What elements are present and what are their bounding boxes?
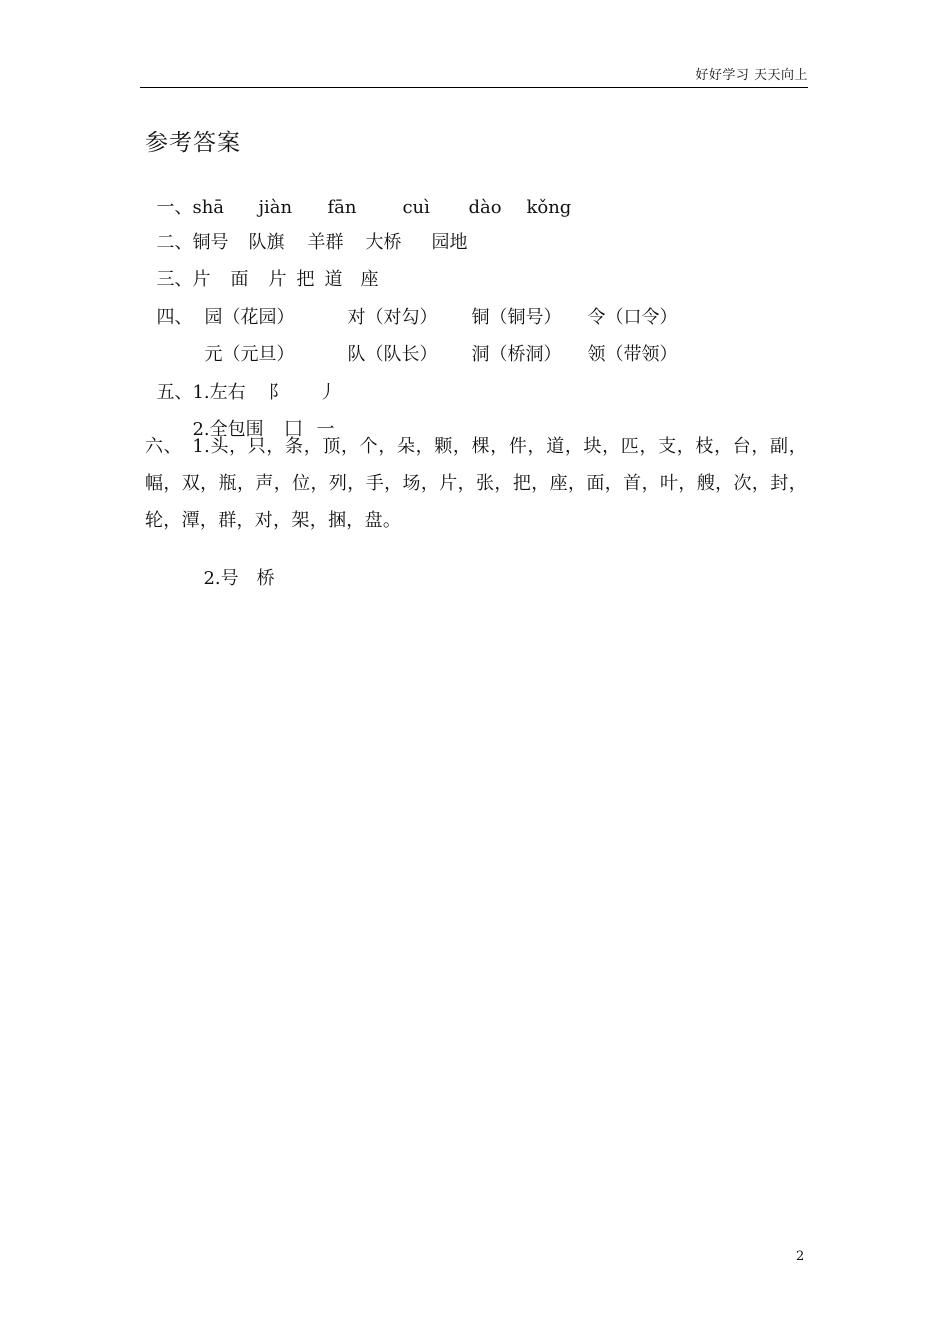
measure-words: 1.头，只，条，顶，个，朵，颗，棵，件，道，块，匹，支，枝，台，副，幅，双，瓶，声，位，列，手，场，片，张，把，座，面，首，叶，艘，次，封，轮，潭，群，对，架，捆，盘。 bbox=[145, 436, 807, 531]
word-3: 羊群 bbox=[307, 232, 344, 253]
char-pair-6: 队（队长） bbox=[347, 344, 438, 365]
word-1: 铜号 bbox=[192, 232, 229, 253]
structure-2: 2.全包围 bbox=[192, 419, 264, 440]
radical-3: 囗 bbox=[284, 419, 303, 440]
char-pair-2: 对（对勾） bbox=[347, 307, 438, 328]
pinyin-4: cuì bbox=[402, 197, 430, 218]
word-5: 园地 bbox=[431, 232, 468, 253]
measure-2: 面 bbox=[230, 269, 249, 290]
answer-5-label: 五、 bbox=[156, 382, 193, 403]
answer-6-row-2 bbox=[145, 546, 275, 590]
pinyin-2: jiàn bbox=[258, 197, 293, 218]
word-2: 队旗 bbox=[248, 232, 285, 253]
pinyin-5: dào bbox=[468, 197, 502, 218]
char-pair-5: 元（元旦） bbox=[204, 344, 295, 365]
measure-3: 片 bbox=[268, 269, 287, 290]
page-number: 2 bbox=[796, 1249, 805, 1264]
answer-3-label: 三、 bbox=[156, 269, 193, 290]
answer-6 bbox=[145, 428, 807, 539]
measure-1: 片 bbox=[192, 269, 211, 290]
measure-6: 座 bbox=[360, 269, 379, 290]
char-pair-7: 洞（桥洞） bbox=[471, 344, 562, 365]
char-pair-4: 令（口令） bbox=[587, 307, 678, 328]
structure-1: 1.左右 bbox=[192, 382, 246, 403]
word-4: 大桥 bbox=[365, 232, 402, 253]
answer-2-label: 二、 bbox=[156, 232, 193, 253]
char-pair-3: 铜（铜号） bbox=[471, 307, 562, 328]
char-pair-1: 园（花园） bbox=[204, 307, 295, 328]
header-rule bbox=[140, 87, 808, 88]
answer-1-label: 一、 bbox=[156, 197, 193, 218]
measure-4: 把 bbox=[296, 269, 315, 290]
page-header: 好好学习 天天向上 bbox=[695, 68, 808, 83]
radical-4: 一 bbox=[316, 419, 335, 440]
measure-5: 道 bbox=[324, 269, 343, 290]
pinyin-3: fān bbox=[327, 197, 357, 218]
radical-1: 阝 bbox=[268, 382, 287, 403]
radical-2: 丿 bbox=[318, 382, 337, 403]
answer-6-item-2: 2.号 桥 bbox=[203, 568, 275, 589]
answer-4-label: 四、 bbox=[156, 307, 193, 328]
pinyin-6: kǒng bbox=[526, 197, 572, 218]
char-pair-8: 领（带领） bbox=[587, 344, 678, 365]
answer-6-label: 六、 bbox=[145, 436, 183, 457]
page-title: 参考答案 bbox=[145, 130, 241, 156]
pinyin-1: shā bbox=[192, 197, 225, 218]
